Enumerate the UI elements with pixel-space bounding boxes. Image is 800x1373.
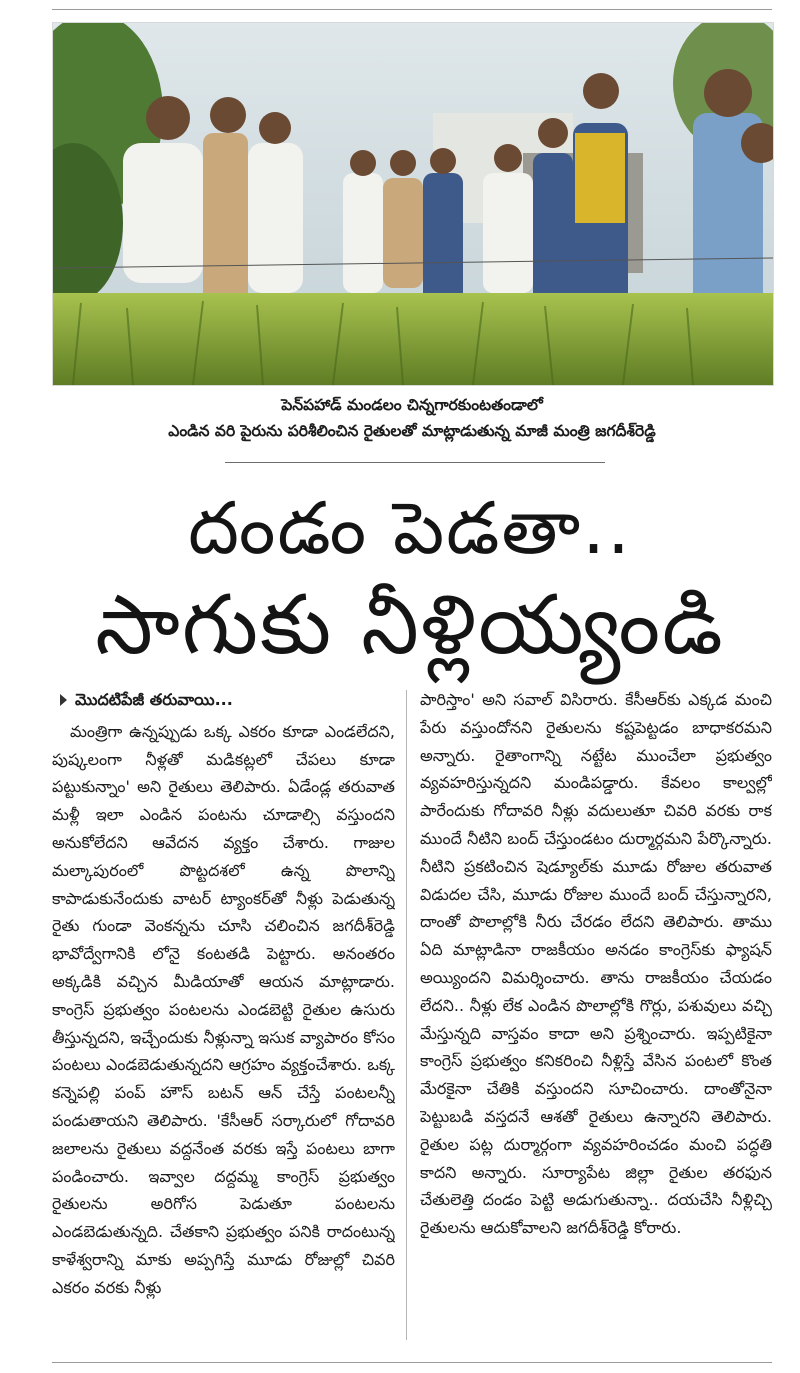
bottom-rule (52, 1362, 772, 1363)
photo-illustration (53, 23, 773, 385)
continued-from-label (52, 686, 395, 714)
article-column-left (52, 686, 395, 1346)
column-divider (406, 690, 407, 1340)
headline-line-2: సాగుకు నీళ్లియ్యండి (95, 578, 725, 673)
headline-line-1: దండం పెడతా.. (188, 486, 632, 570)
article-paragraph-left: మంత్రిగా ఉన్నప్పుడు ఒక్క ఎకరం కూడా ఎండలేదని, పుష్కలంగా నీళ్లతో మడికట్లలో చేపలు కూడా పట్టుకున్నాం' అని రైతులు తెలిపారు. ఏడేండ్ల తరువాత మళ్లీ ఇలా ఎండిన పంటను చూడాల్సి వస్తుందని అనుకోలేదని ఆవేదన వ్యక్తం చేశారు. గాజుల మల్కాపురంలో పొట్టదశలో ఉన్న పొలాన్ని కాపాడుకునేందుకు వాటర్ ట్యాంకర్‌తో నీళ్లు పెడుతున్న రైతు గుండా వెంకన్నను చూసి చలించిన జగదీశ్‌రెడ్డి భావోద్వేగానికి లోనై కంటతడి పెట్టారు. అనంతరం అక్కడికి వచ్చిన మీడియాతో ఆయన మాట్లాడారు. కాంగ్రెస్ ప్రభుత్వం పంటలను ఎండబెట్టి రైతుల ఉసురు తీస్తున్నదని, ఇచ్చేందుకు నీళ్లున్నా ఇసుక వ్యాపారం కోసం పంటలు ఎండబెడుతున్నదని ఆగ్రహం వ్యక్తంచేశారు. ఒక్క కన్నెపల్లి పంప్ హౌస్ బటన్ ఆన్ చేస్తే పంటలన్నీ పండుతాయని తెలిపారు. 'కేసీఆర్ సర్కారులో గోదావరి జలాలను రైతులు వద్దనేంత వరకు ఇస్తే పంటలు బాగా పండించారు. ఇవ్వాల దద్దమ్మ కాంగ్రెస్ ప్రభుత్వం రైతులను అరిగోస పెడుతూ పంటలను ఎండబెడుతున్నది. చేతకాని ప్రభుత్వం పనికి రాదంటున్న కాళేశ్వరాన్ని మాకు అప్పగిస్తే మూడు రోజుల్లో చివరి ఎకరం వరకు నీళ్లు (52, 721, 395, 1297)
caption-line-2: ఎండిన వరి పైరును పరిశీలించిన రైతులతో మాట్లాడుతున్న మాజీ మంత్రి జగదీశ్‌రెడ్డి (168, 422, 656, 440)
caption-divider (225, 462, 605, 463)
article-paragraph-right: పారిస్తాం' అని సవాల్ విసిరారు. కేసీఆర్‌కు ఎక్కడ మంచి పేరు వస్తుందోనని రైతులను కష్టపెట్టడం బాధాకరమని అన్నారు. రైతాంగాన్ని నట్టేట ముంచేలా ప్రభుత్వం వ్యవహరిస్తున్నదని మండిపడ్డారు. కేవలం కాల్వల్లో పారేందుకు గోదావరి నీళ్లు వదులుతూ చివరి వరకు రాక ముందే నీటిని బంద్ చేస్తుండటం దుర్మార్గమని పేర్కొన్నారు. నీటిని ప్రకటించిన షెడ్యూల్‌కు మూడు రోజుల తరువాత విడుదల చేసి, మూడు రోజుల ముందే బంద్ చేస్తున్నారని, దాంతో పొలాల్లోకి నీరు చేరడం లేదని తెలిపారు. తాము ఏది మాట్లాడినా రాజకీయం అనడం కాంగ్రెస్‌కు ఫ్యాషన్ అయ్యిందని విమర్శించారు. తాను రాజకీయం చేయడం లేదని.. నీళ్లు లేక ఎండిన పొలాల్లోకి గొర్లు, పశువులు వచ్చి మేస్తున్నది వాస్తవం కాదా అని ప్రశ్నించారు. ఇప్పటికైనా కాంగ్రెస్ ప్రభుత్వం కనికరించి నీళ్లిస్తే వేసిన పంటలో కొంత మేరకైనా చేతికి వస్తుందని సూచించారు. దాంతోనైనా పెట్టుబడి వస్తదనే ఆశతో రైతులు ఉన్నారని తెలిపారు. రైతుల పట్ల దుర్మార్గంగా వ్యవహరించడం మంచి పద్ధతి కాదని అన్నారు. సూర్యాపేట జిల్లా రైతుల తరఫున చేతులెత్తి దండం పెట్టి అడుగుతున్నా.. దయచేసి నీళ్లిచ్చి రైతులను ఆదుకోవాలని జగదీశ్‌రెడ్డి కోరారు. (420, 690, 772, 1238)
article-column-right (420, 686, 772, 1346)
jump-label-text: మొదటిపేజీ తరువాయి... (75, 690, 233, 709)
news-photo (52, 22, 774, 386)
caption-line-1: పెన్‌పహాడ్ మండలం చిన్నగారకుంటతండాలో (281, 396, 543, 414)
photo-caption (52, 392, 772, 444)
top-rule (52, 9, 772, 10)
chevron-right-icon (60, 694, 67, 706)
